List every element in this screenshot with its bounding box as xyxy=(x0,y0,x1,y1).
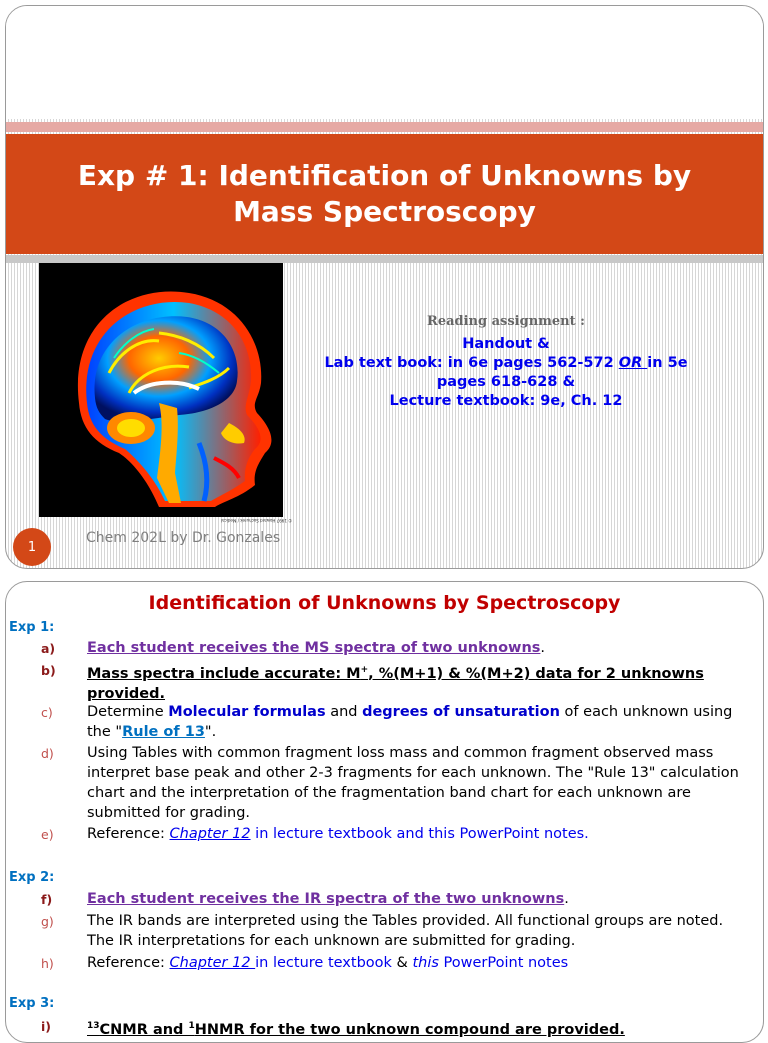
or-link[interactable]: OR xyxy=(618,355,648,371)
marker-b: b) xyxy=(41,663,56,678)
reading-label: Reading assignment : xyxy=(427,314,585,329)
lab-textbook-pages: in 5e pages 618-628 & xyxy=(436,355,688,390)
marker-h: h) xyxy=(41,956,54,971)
item-c-degrees-unsaturation: degrees of unsaturation xyxy=(362,704,560,720)
reading-line-handout: Handout & xyxy=(462,336,550,352)
item-f-text: Each student receives the IR spectra of the two unknowns xyxy=(87,891,565,907)
title-bar xyxy=(6,134,763,254)
slide-title: Exp # 1: Identification of Unknowns by Mass Spectroscopy xyxy=(77,159,692,228)
marker-e: e) xyxy=(41,827,54,842)
item-c-text1: Determine xyxy=(87,704,169,720)
item-c-text3: and xyxy=(325,704,363,720)
divider-strip xyxy=(6,255,763,263)
marker-i: i) xyxy=(41,1019,51,1034)
item-c-text5: of each unknown using the " xyxy=(87,704,733,740)
slide-footer: Chem 202L by Dr. Gonzales xyxy=(86,530,281,546)
marker-f: f) xyxy=(41,892,53,907)
item-i-text2: HNMR for the two unknown compound are provided. xyxy=(194,1021,625,1038)
item-f-period: . xyxy=(564,891,569,907)
page-number-badge: 1 xyxy=(13,528,51,566)
exp2-heading: Exp 2: xyxy=(9,870,55,885)
exp1-heading: Exp 1: xyxy=(9,620,55,635)
marker-d: d) xyxy=(41,746,54,761)
lab-textbook-text: Lab text book: in 6e pages 562-572 xyxy=(324,355,619,371)
marker-c: c) xyxy=(41,705,53,720)
item-b-sup: + xyxy=(360,665,369,675)
reading-assignment xyxy=(316,314,696,411)
reading-line-lab-textbook xyxy=(316,354,696,392)
item-h-text6: PowerPoint notes xyxy=(438,955,569,971)
accent-bar xyxy=(6,122,763,132)
slide-header-area xyxy=(6,6,763,119)
item-e-text1: Reference: xyxy=(87,826,170,842)
reading-line-lecture-textbook: Lecture textbook: 9e, Ch. 12 xyxy=(389,393,623,409)
mri-head-image xyxy=(39,263,283,517)
marker-g: g) xyxy=(41,914,54,929)
image-credit: © 1997 Howard Sochurek / Medical xyxy=(221,518,293,523)
chapter-12-link-2[interactable]: Chapter 12 xyxy=(169,955,256,971)
item-a-text: Each student receives the MS spectra of two unknowns xyxy=(87,640,541,656)
title-slide xyxy=(5,5,764,569)
item-i-text1: CNMR and xyxy=(99,1021,189,1038)
content-slide xyxy=(5,581,764,1043)
item-h-text3: in lecture textbook xyxy=(255,955,392,971)
item-i-sup13: 13 xyxy=(87,1021,100,1031)
slide2-title: Identification of Unknowns by Spectroscopy xyxy=(148,592,621,614)
item-g-text: The IR bands are interpreted using the Tables provided. All functional groups are noted. The IR interpretations for each unknown are submitted for grading. xyxy=(87,913,724,949)
item-b-text-rest: , %(M+1) & %(M+2) data for 2 unknowns provided. xyxy=(87,665,704,702)
mri-illustration xyxy=(39,263,283,517)
chapter-12-link[interactable]: Chapter 12 xyxy=(169,826,251,842)
rule-of-13-link[interactable]: Rule of 13 xyxy=(122,724,205,740)
item-h-amp: & xyxy=(391,955,413,971)
exp3-heading: Exp 3: xyxy=(9,996,55,1011)
item-c-molecular-formulas: Molecular formulas xyxy=(168,704,326,720)
marker-a: a) xyxy=(41,641,56,656)
item-h-text1: Reference: xyxy=(87,955,170,971)
item-b-text: Mass spectra include accurate: M xyxy=(87,665,361,682)
item-c-text7: ". xyxy=(204,724,217,740)
item-h-this: this xyxy=(412,955,439,971)
item-i-sup1: 1 xyxy=(188,1021,195,1031)
item-d-text: Using Tables with common fragment loss mass and common fragment observed mass interpret base peak and other 2-3 fragments for each unknown. The "Rule 13" calculation chart and the interpretation of the fragmentation band chart for each unknown are submitted for grading. xyxy=(87,745,739,821)
item-e-text3: in lecture textbook and this PowerPoint notes. xyxy=(250,826,589,842)
item-a-period: . xyxy=(540,640,546,656)
